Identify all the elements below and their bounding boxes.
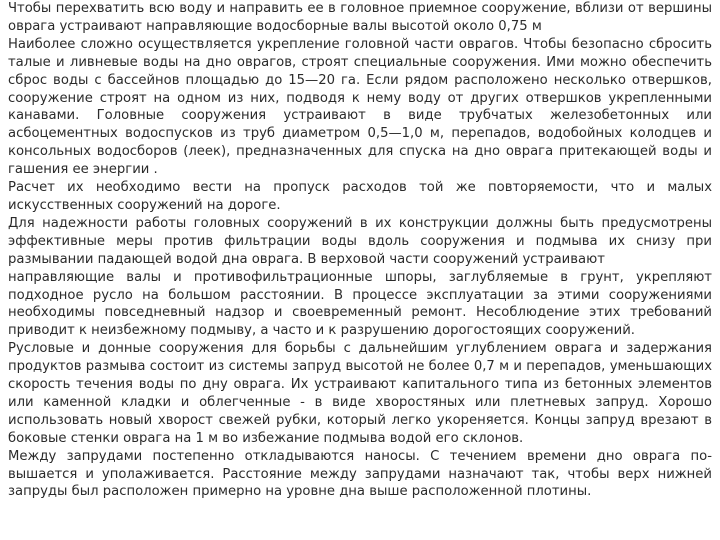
document-body (8, 0, 712, 501)
paragraph-7: Между запрудами постепенно откладываются наносы. С течением времени дно оврага по-вышается и уполаживается. Расстояние между запрудами назначают так, чтобы верх нижней запруды был расположен примерно на уровне дна выше расположенной плотины. (8, 448, 712, 500)
paragraph-1: Чтобы перехватить всю воду и направить ее в головное приемное сооружение, вблизи от вершины оврага устраивают направляющие водосборные валы высотой около 0,75 м (8, 1, 712, 34)
paragraph-6: Русловые и донные сооружения для борьбы с дальнейшим углублением оврага и задержания продуктов размыва состоит из системы запруд высотой не более 0,7 м и перепадов, уменьшающих скорость течения воды по дну оврага. Их устраивают капитального типа из бетонных элементов или каменной кладки и облегченные - в виде хворостяных или плетневых запруд. Хорошо использовать новый хворост свежей рубки, который легко укореняется. Концы запруд врезают в боковые стенки оврага на 1 м во избежание подмыва водой его склонов. (8, 341, 712, 446)
paragraph-5: направляющие валы и противофильтрационные шпоры, заглубляемые в грунт, укрепляют подходное русло на большом расстоянии. В процессе эксплуатации за этими сооружениями необходимы повседневный надзор и своевременный ремонт. Несоблюдение этих требований приводит к неизбежному подмыву, а часто и к разрушению дорогостоящих сооружений. (8, 269, 712, 339)
paragraph-4: Для надежности работы головных сооружений в их конструкции должны быть предусмотрены эффективные меры против фильтрации воды вдоль сооружения и подмыва их снизу при размывании падающей водой дна оврага. В верховой части сооружений устраивают (8, 215, 712, 267)
paragraph-3: Расчет их необходимо вести на пропуск расходов той же повторяемости, что и малых искусственных сооружений на дороге. (8, 180, 712, 213)
paragraph-2: Наиболее сложно осуществляется укрепление головной части оврагов. Чтобы безопасно сбросить талые и ливневые воды на дно оврагов, строят специальные сооружения. Ими можно обеспечить сброс воды с бассейнов площадью до 15—20 га. Если рядом расположено несколько отвершков, сооружение строят на одном из них, подводя к нему воду от других отвершков укрепленными канавами. Головные сооружения устраивают в виде трубчатых железобетонных или асбоцементных водоспусков из труб диаметром 0,5—1,0 м, перепадов, водобойных колодцев и консольных водосборов (леек), предназначенных для спуска на дно оврага притекающей воды и гашения ее энергии . (8, 36, 712, 178)
